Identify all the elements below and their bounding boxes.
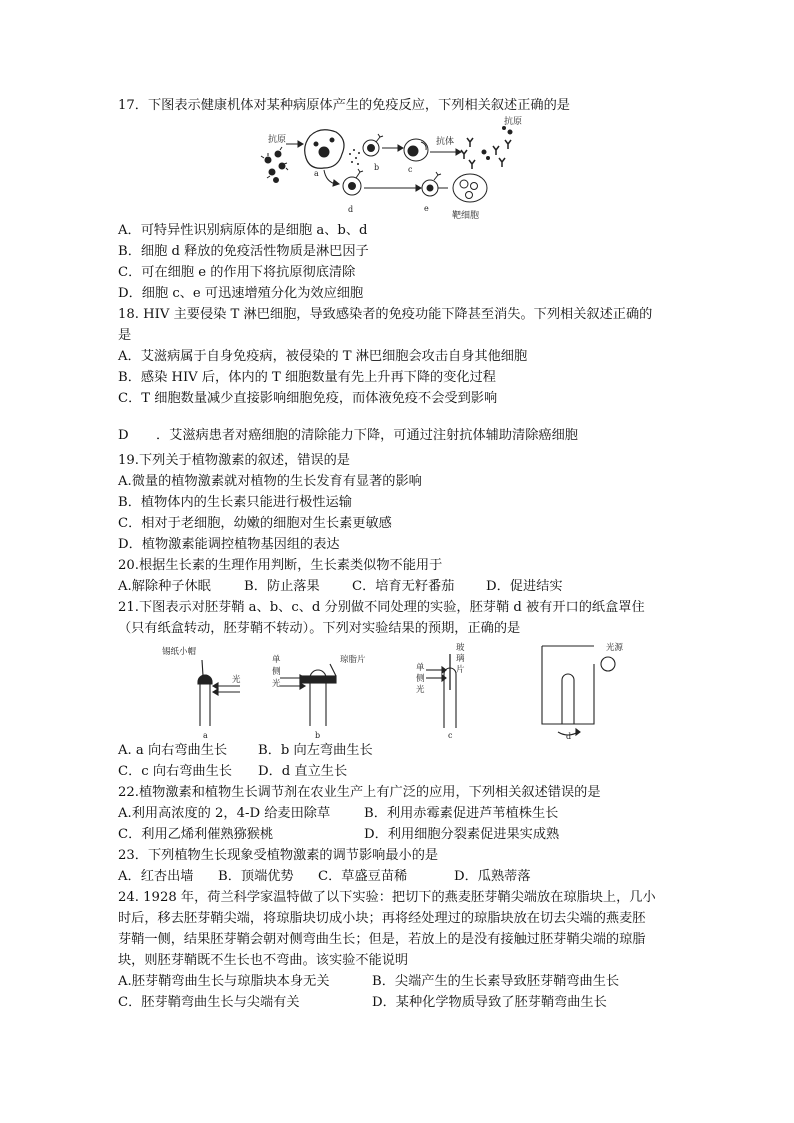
label-antibody: 抗体 [436,137,455,147]
q21-stem-line1: 21.下图表示对胚芽鞘 a、b、c、d 分别做不同处理的实验，胚芽鞘 d 被有开口的纸盒罩住 [118,600,645,615]
q18-stem-line2: 是 [118,328,132,343]
q17-option-a: A．可特异性识别病原体的是细胞 a、b、d [118,223,368,238]
q20-option-c: C．培育无籽番茄 [352,579,455,594]
label-cell-b: b [374,163,380,172]
q20-option-a: A.解除种子休眠 [118,579,211,594]
label-glass-1: 玻 [456,643,465,653]
q21-option-a: A. a 向右弯曲生长 [118,743,228,758]
q23-option-c: C．草盛豆苗稀 [318,869,408,884]
q17-immune-figure [258,114,534,220]
q22-option-c: C．利用乙烯利催熟猕猴桃 [118,827,274,842]
q21-coleoptile-figure [160,640,640,740]
label-glass-2: 璃 [456,654,465,664]
q18-option-a: A．艾滋病属于自身免疫病，被侵染的 T 淋巴细胞会攻击自身其他细胞 [118,349,528,364]
antigen-cluster-left [261,147,288,183]
q18-option-d-letter: D [118,428,129,443]
q18-option-d-text: ．艾滋病患者对癌细胞的清除能力下降，可通过注射抗体辅助清除癌细胞 [156,428,578,443]
target-cell [453,174,487,202]
label-glass-3: 片 [456,665,465,675]
coleoptile-a [198,660,240,726]
label-light-source: 光源 [606,643,624,653]
q22-option-d: D．利用细胞分裂素促进果实成熟 [364,827,560,842]
q18-option-b: B．感染 HIV 后，体内的 T 细胞数量有先上升再下降的变化过程 [118,370,496,385]
q21-option-d: D．d 直立生长 [258,764,348,779]
q20-option-b: B．防止落果 [244,579,320,594]
q20-option-d: D．促进结实 [486,579,563,594]
label-fig-d: d [566,732,572,740]
q19-option-a: A.微量的植物激素就对植物的生长发育有显著的影响 [118,474,422,489]
q19-option-b: B．植物体内的生长素只能进行极性运输 [118,495,352,510]
label-cell-c: c [408,165,413,174]
q24-option-b: B．尖端产生的生长素导致胚芽鞘弯曲生长 [372,974,620,989]
q18-option-c: C．T 细胞数量减少直接影响细胞免疫，而体液免疫不会受到影响 [118,391,498,406]
coleoptile-c [426,654,456,728]
label-light-a: 光 [232,675,241,685]
q24-option-c: C．胚芽鞘弯曲生长与尖端有关 [118,995,300,1010]
q24-option-a: A.胚芽鞘弯曲生长与琼脂块本身无关 [118,974,330,989]
coleoptile-d [542,646,615,735]
label-antigen-left: 抗原 [268,135,287,145]
label-single-side-b1: 单 [272,655,281,665]
label-single-side-c1: 单 [416,663,425,673]
q21-stem-line2: （只有纸盒转动，胚芽鞘不转动）。下列对实验结果的预期，正确的是 [118,621,521,636]
q17-option-b: B．细胞 d 释放的免疫活性物质是淋巴因子 [118,244,369,259]
q19-stem: 19.下列关于植物激素的叙述，错误的是 [118,453,350,468]
q17-stem: 17．下图表示健康机体对某种病原体产生的免疫反应，下列相关叙述正确的是 [118,98,570,113]
q24-line3: 芽鞘一侧，结果胚芽鞘会朝对侧弯曲生长；但是，若放上的是没有接触过胚芽鞘尖端的琼脂 [118,932,646,947]
q20-stem: 20.根据生长素的生理作用判断，生长素类似物不能用于 [118,558,443,573]
label-single-side-c3: 光 [416,685,425,695]
q21-option-c: C．c 向右弯曲生长 [118,764,232,779]
q18-stem-line1: 18. HIV 主要侵染 T 淋巴细胞，导致感染者的免疫功能下降甚至消失。下列相关叙述正确的 [118,307,653,322]
label-foil-cap: 锡纸小帽 [162,647,197,657]
q21-option-b: B．b 向左弯曲生长 [258,743,373,758]
q23-stem: 23．下列植物生长现象受植物激素的调节影响最小的是 [118,848,439,863]
label-cell-a: a [314,169,319,178]
q22-stem: 22.植物激素和植物生长调节剂在农业生产上有广泛的应用，下列相关叙述错误的是 [118,785,601,800]
q17-option-c: C．可在细胞 e 的作用下将抗原彻底清除 [118,265,356,280]
q23-option-b: B．顶端优势 [218,869,294,884]
q23-option-d: D．瓜熟蒂落 [454,869,531,884]
coleoptile-b [280,664,336,726]
label-agar: 琼脂片 [340,655,366,665]
label-target-cell: 靶细胞 [452,211,480,220]
q24-line4: 块，则胚芽鞘既不生长也不弯曲。该实验不能说明 [118,953,409,968]
label-single-side-c2: 侧 [416,674,425,684]
q22-option-b: B．利用赤霉素促进芦苇植株生长 [364,806,559,821]
q24-line2: 时后，移去胚芽鞘尖端，将琼脂块切成小块；再将经处理过的琼脂块放在切去尖端的燕麦胚 [118,911,646,926]
label-cell-e: e [424,204,429,213]
label-single-side-b3: 光 [272,679,281,689]
q19-option-d: D．植物激素能调控植物基因组的表达 [118,537,340,552]
q22-option-a: A.利用高浓度的 2，4-D 给麦田除草 [118,806,331,821]
label-fig-a: a [203,731,208,740]
q23-option-a: A．红杏出墙 [118,869,194,884]
label-antigen-right: 抗原 [504,117,523,127]
q24-option-d: D．某种化学物质导致了胚芽鞘弯曲生长 [372,995,607,1010]
q24-line1: 24. 1928 年，荷兰科学家温特做了以下实验：把切下的燕麦胚芽鞘尖端放在琼脂块上，几小 [118,890,656,905]
q19-option-c: C．相对于老细胞，幼嫩的细胞对生长素更敏感 [118,516,392,531]
label-cell-d: d [348,205,354,214]
label-single-side-b2: 侧 [272,667,281,677]
q17-option-d: D．细胞 c、e 可迅速增殖分化为效应细胞 [118,286,364,301]
label-fig-b: b [315,731,321,740]
label-fig-c: c [448,731,453,740]
